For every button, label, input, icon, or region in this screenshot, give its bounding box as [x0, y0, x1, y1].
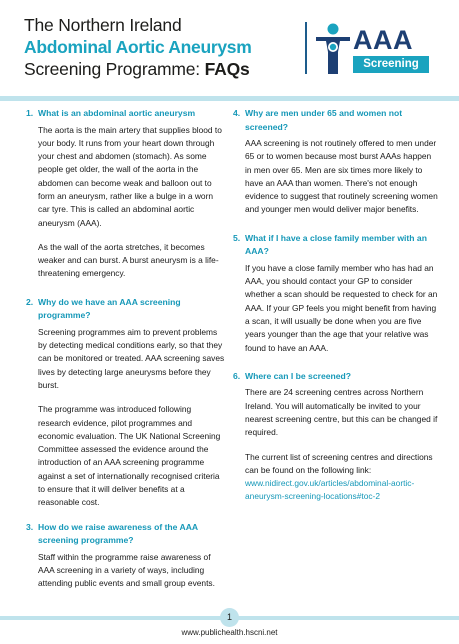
faq-answer: As the wall of the aorta stretches, it becomes weaker and can burst. A burst aneurysm is a life-threatening emergency.: [38, 241, 219, 279]
faq-question-text: Where can I be screened?: [245, 370, 352, 381]
title-line-3: [24, 58, 294, 80]
faq-question: [26, 521, 226, 548]
footer-url[interactable]: www.publichealth.hscni.net: [181, 628, 278, 637]
faq-number: 1.: [26, 108, 34, 118]
faq-answer: The aorta is the main artery that supplies blood to your body. It runs from your heart down through your chest and abdomen (stomach). As some people get older, the wall of the aorta in the abdomen can become weak and balloon out to form an aneurysm, rather like a bulge in a worn car tyre. This is called an abdominal aortic aneurysm (AAA).: [38, 124, 222, 228]
faq-question-text: How do we raise awareness of the AAA screening programme?: [38, 521, 198, 546]
faq-item-5: [233, 232, 438, 355]
faq-number: 6.: [233, 370, 241, 381]
logo-divider: [305, 22, 307, 74]
faq-question: [26, 107, 226, 121]
aaa-screening-logo: [305, 20, 435, 78]
right-column: [233, 107, 438, 515]
logo-screening-badge: Screening: [353, 56, 429, 73]
faq-question: [233, 232, 438, 259]
title-line-3-emphasis: FAQs: [204, 59, 250, 79]
faq-question: [26, 296, 226, 323]
faq-answer-text: The current list of screening centres and directions can be found on the following link:: [245, 451, 433, 475]
screening-locations-link[interactable]: www.nidirect.gov.uk/articles/abdominal-aortic-aneurysm-screening-locations#toc-2: [245, 478, 415, 502]
faq-item-1: [26, 107, 226, 281]
title-line-2: Abdominal Aortic Aneurysm: [24, 37, 252, 57]
faq-question: [233, 107, 438, 134]
faq-question-text: What is an abdominal aortic aneurysm: [38, 108, 196, 118]
faq-item-3: [26, 521, 226, 591]
left-column: [26, 107, 226, 602]
logo-aaa-text: AAA: [353, 25, 413, 55]
faq-answer: If you have a close family member who has had an AAA, you should contact your GP to consider whether a scan should be requested to check for an AAA. If your GP feels you might benefit from having a scan, it will usually be done when you are five years younger than the age that your relative was found to have an AAA.: [245, 262, 438, 353]
faq-question-text: Why do we have an AAA screening programme?: [38, 296, 181, 321]
faq-number: 2.: [26, 296, 34, 307]
faq-answer: Staff within the programme raise awareness of AAA screening in a variety of ways, including attending public events and small group events.: [38, 551, 215, 589]
faq-answer: Screening programmes aim to prevent problems by detecting medical conditions early, so that they can be monitored or treated. AAA screening saves lives by detecting large aneurysms before they burst.: [38, 326, 225, 390]
faq-answer: The programme was introduced following research evidence, pilot programmes and economic evaluation. The UK National Screening Committee assessed the evidence around the introduction of an AAA screening programme against a set of internationally recognised criteria to ensure that it will deliver benefits at a reasonable cost.: [38, 404, 221, 508]
faq-number: 3.: [26, 521, 34, 532]
faq-question: [233, 370, 438, 384]
faq-answer: [245, 451, 438, 504]
title-line-1: The Northern Ireland: [24, 15, 182, 35]
page-number: 1: [220, 608, 239, 627]
faq-item-2: [26, 296, 226, 510]
faq-number: 5.: [233, 232, 241, 243]
faq-item-6: [233, 370, 438, 504]
page-title: [24, 14, 294, 80]
faq-question-text: What if I have a close family member with an AAA?: [245, 232, 427, 257]
faq-answer: AAA screening is not routinely offered to men under 65 or to women because most burst AAAs happen in men over 65. Men are six times more likely to have an AAA than women. There's not enough evidence to suggest that routinely screening women and younger men would deliver major benefits.: [245, 138, 438, 215]
header-divider: [0, 96, 459, 101]
person-figure-icon: [314, 22, 352, 76]
title-line-3-prefix: Screening Programme:: [24, 59, 205, 79]
faq-item-4: [233, 107, 438, 217]
faq-number: 4.: [233, 108, 241, 118]
faq-question-text: Why are men under 65 and women not screened?: [245, 108, 403, 132]
page-header: [0, 0, 459, 94]
faq-answer: There are 24 screening centres across Northern Ireland. You will automatically be invited to your nearest screening centre, but this can be changed if required.: [245, 387, 438, 438]
